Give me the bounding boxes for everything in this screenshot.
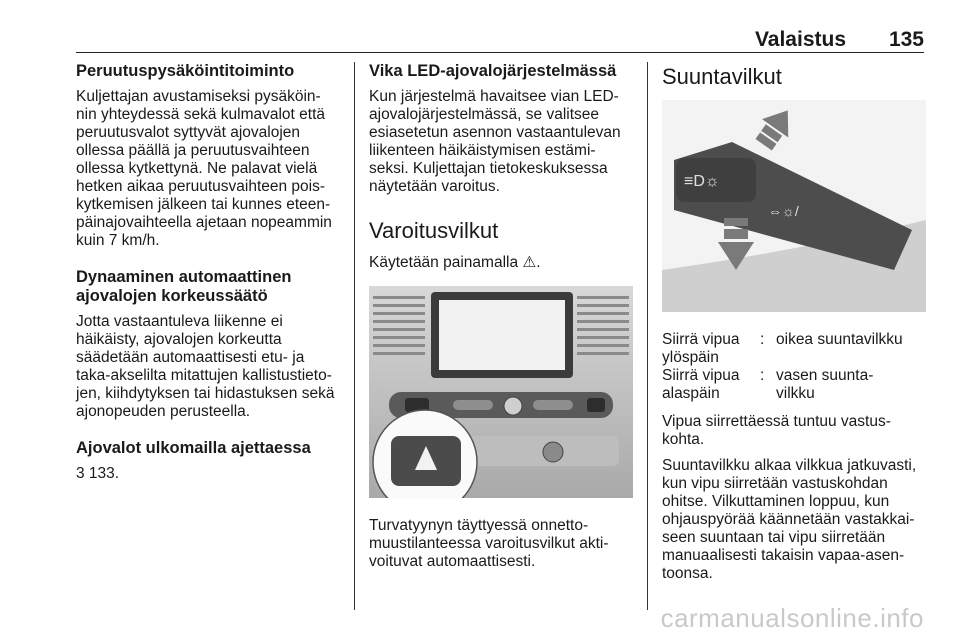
column-3 — [662, 62, 926, 591]
paragraph: Suuntavilkku alkaa vilkkua jatkuvasti, kun vipu siirretään vastuskohdan ohitse. Vilkuttaminen loppuu, kun ohjauspyörää käännetään vastakkai- seen suuntaan tai vipu siirretään manuaalisesti takaisin vapaa-asen- toonsa. — [662, 457, 917, 582]
svg-text:≡D☼: ≡D☼ — [684, 173, 720, 190]
lever-image — [662, 100, 926, 312]
table-value: oikea suuntavilkku — [776, 331, 903, 348]
table-key: Siirrä vipua alaspäin — [662, 367, 740, 402]
paragraph: Turvatyynyn täyttyessä onnetto- muustilanteessa varoitusvilkut akti- voituvat automaattisesti. — [369, 517, 609, 570]
heading-turn-signals: Suuntavilkut — [662, 64, 782, 89]
heading-dynamic-leveling: Dynaaminen automaattinen ajovalojen korkeussäätö — [76, 268, 292, 305]
column-2 — [369, 62, 633, 579]
paragraph: Kuljettajan avustamiseksi pysäköin- nin yhteydessä sekä kulmavalot että peruutusvalot syttyvät ajovalojen ollessa päällä ja peruutusvaihteen ollessa kytkettynä. Ne palavat vielä hetken aikaa peruutusvaihteen pois- kytkemisen jälkeen tai kunnes eteen- päinajovaihteella ajetaan nopeammin kuin 7 km/h. — [76, 88, 332, 249]
paragraph: Jotta vastaantuleva liikenne ei häikäisty, ajovalojen korkeutta säädetään automaattisesti etu- ja taka-akselilta mitattujen kallistustieto- jen, kiihdytyksen tai hidastuksen sekä ajonopeuden perusteella. — [76, 313, 335, 420]
watermark: carmanualsonline.info — [660, 603, 924, 633]
paragraph: Kun järjestelmä havaitsee vian LED- ajovalojärjestelmässä, se valitsee esiasetetun asennon vastaantulevan liikenteen häikäistymisen estämi- seksi. Kuljettajan tietokeskuksessa näytetään varoitus. — [369, 88, 621, 195]
column-divider — [354, 62, 355, 610]
turn-signal-illustration — [662, 100, 926, 317]
page-header — [76, 28, 924, 53]
hazard-switch-illustration — [369, 286, 633, 503]
paragraph: Vipua siirrettäessä tuntuu vastus- kohta. — [662, 413, 891, 448]
table-colon: : — [760, 331, 765, 348]
dashboard-image — [369, 286, 633, 498]
section-title: Valaistus — [754, 28, 846, 51]
table-colon: : — [760, 367, 765, 384]
column-divider — [647, 62, 648, 610]
table-row — [662, 367, 926, 403]
table-value: vasen suunta- vilkku — [776, 367, 874, 402]
heading-led-fault: Vika LED-ajovalojärjestelmässä — [369, 62, 617, 80]
heading-headlights-abroad: Ajovalot ulkomailla ajettaessa — [76, 439, 311, 457]
svg-text:⇔☼/: ⇔☼/ — [768, 203, 799, 219]
column-1 — [76, 62, 344, 491]
table-row — [662, 331, 926, 367]
heading-hazard-lights: Varoitusvilkut — [369, 218, 499, 243]
paragraph: Käytetään painamalla ⚠. — [369, 254, 541, 271]
heading-reverse-parking: Peruutuspysäköintitoiminto — [76, 62, 295, 80]
signal-table — [662, 331, 926, 403]
page-number: 135 — [888, 28, 924, 51]
page-reference: 3 133. — [76, 465, 120, 482]
table-key: Siirrä vipua ylöspäin — [662, 331, 740, 366]
